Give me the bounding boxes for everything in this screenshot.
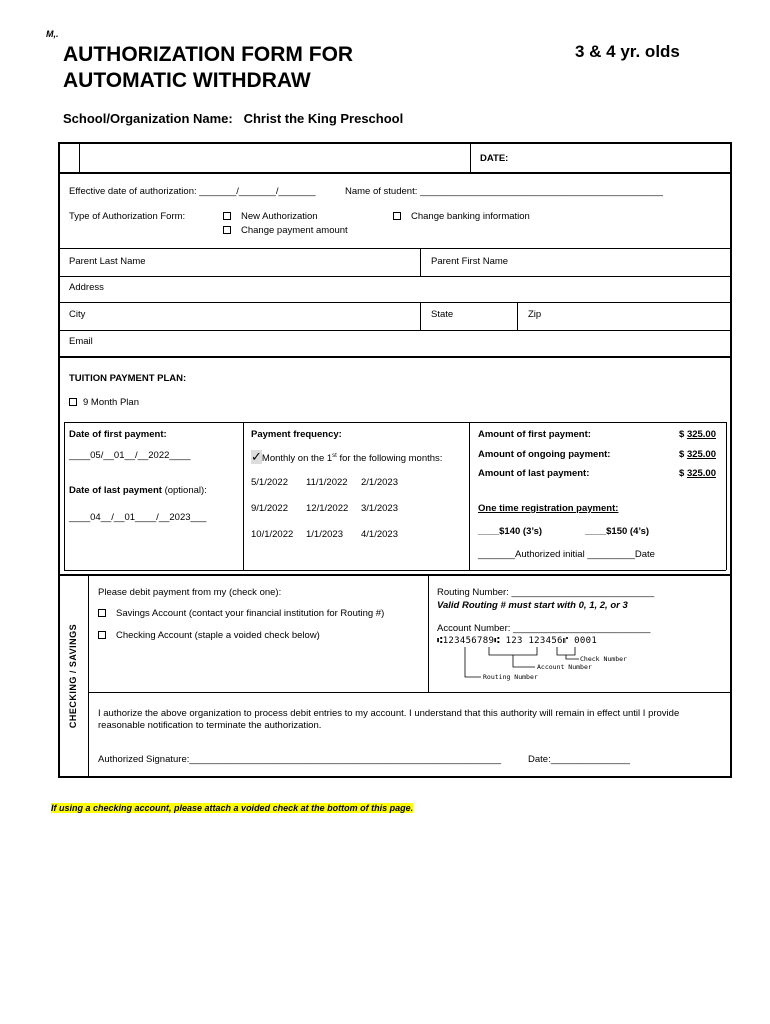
- checkmark-icon: ✓: [251, 449, 262, 464]
- debit-label: Please debit payment from my (check one):: [98, 587, 282, 598]
- routing-bracket: [465, 647, 481, 677]
- account-number-field[interactable]: Account Number: __________________________: [437, 623, 651, 634]
- checkbox-icon[interactable]: [223, 212, 231, 220]
- form-title: [63, 42, 353, 94]
- checkbox-icon[interactable]: [223, 226, 231, 234]
- signature-date-field[interactable]: Date:_______________: [528, 754, 630, 765]
- micr-line: ⑆123456789⑆ 123 123456⑈ 0001: [437, 636, 598, 646]
- option-change-payment[interactable]: Change payment amount: [223, 225, 348, 236]
- parent-last-name-field[interactable]: Parent Last Name: [69, 256, 146, 267]
- tuition-title: TUITION PAYMENT PLAN:: [69, 373, 187, 384]
- school-name: Christ the King Preschool: [243, 111, 404, 126]
- amount-ongoing-label: Amount of ongoing payment:: [478, 449, 611, 460]
- registration-label: One time registration payment:: [478, 503, 619, 514]
- zip-field[interactable]: Zip: [528, 309, 542, 320]
- form-title-line1: AUTHORIZATION FORM FOR: [63, 43, 354, 66]
- check-connector: [566, 655, 579, 659]
- form-title-line2: AUTOMATIC WITHDRAW: [63, 69, 311, 92]
- email-field[interactable]: Email: [69, 336, 93, 347]
- registration-3s[interactable]: ____$140 (3’s): [478, 526, 543, 537]
- city-field[interactable]: City: [69, 309, 86, 320]
- option-9-month-plan[interactable]: 9 Month Plan: [69, 397, 139, 408]
- signature-field[interactable]: Authorized Signature:___________________________________________________________: [98, 754, 502, 765]
- corner-mark: M,.: [46, 29, 59, 39]
- date-label: DATE:: [480, 153, 509, 164]
- amount-last-label: Amount of last payment:: [478, 468, 590, 479]
- micr-account-label: Account Number: [537, 663, 592, 671]
- last-payment-label: Date of last payment (optional):: [69, 485, 207, 496]
- school-line: [63, 111, 403, 126]
- amount-first-value: $ 325.00: [679, 429, 716, 440]
- footer-note: If using a checking account, please attach a voided check at the bottom of this page.: [51, 803, 414, 813]
- check-bracket: [557, 647, 575, 655]
- routing-note: Valid Routing # must start with 0, 1, 2, or 3: [437, 600, 628, 611]
- effective-date-field[interactable]: Effective date of authorization: _______/_______/_______: [69, 186, 316, 197]
- months-row-1: 5/1/2022 11/1/2022 2/1/2023: [251, 477, 398, 488]
- first-payment-date[interactable]: ____05/__01__/__2022____: [69, 450, 191, 461]
- state-field[interactable]: State: [431, 309, 454, 320]
- age-label: 3 & 4 yr. olds: [575, 42, 680, 61]
- routing-number-field[interactable]: Routing Number: ___________________________: [437, 587, 655, 598]
- checkbox-icon[interactable]: [98, 631, 106, 639]
- frequency-option[interactable]: ✓Monthly on the 1st for the following months:: [251, 449, 443, 464]
- type-label: Type of Authorization Form:: [69, 211, 186, 222]
- option-change-banking[interactable]: Change banking information: [393, 211, 530, 222]
- months-row-2: 9/1/2022 12/1/2022 3/1/2023: [251, 503, 398, 514]
- parent-first-name-field[interactable]: Parent First Name: [431, 256, 509, 267]
- first-payment-label: Date of first payment:: [69, 429, 167, 440]
- student-name-field[interactable]: Name of student: ______________________________________________: [345, 186, 664, 197]
- micr-check-label: Check Number: [580, 655, 627, 663]
- option-savings-account[interactable]: Savings Account (contact your financial institution for Routing #): [98, 608, 384, 619]
- authorized-initial-line[interactable]: _______Authorized initial _________Date: [478, 549, 655, 560]
- option-checking-account[interactable]: Checking Account (staple a voided check below): [98, 630, 320, 641]
- checkbox-icon[interactable]: [393, 212, 401, 220]
- months-row-3: 10/1/2022 1/1/2023 4/1/2023: [251, 529, 398, 540]
- frequency-label: Payment frequency:: [251, 429, 342, 440]
- account-connector: [513, 655, 535, 667]
- amount-ongoing-value: $ 325.00: [679, 449, 716, 460]
- micr-routing-label: Routing Number: [483, 673, 538, 681]
- amount-first-label: Amount of first payment:: [478, 429, 591, 440]
- last-payment-date[interactable]: ____04__/__01____/__2023___: [69, 512, 207, 523]
- account-bracket: [489, 647, 537, 655]
- address-field[interactable]: Address: [69, 282, 104, 293]
- registration-4s[interactable]: ____$150 (4’s): [585, 526, 650, 537]
- checking-savings-side-label: CHECKING / SAVINGS: [68, 623, 78, 729]
- school-label: School/Organization Name:: [63, 111, 233, 126]
- option-new-authorization[interactable]: New Authorization: [223, 211, 318, 222]
- checkbox-icon[interactable]: [98, 609, 106, 617]
- checkbox-icon[interactable]: [69, 398, 77, 406]
- amount-last-value: $ 325.00: [679, 468, 716, 479]
- authorize-text: I authorize the above organization to process debit entries to my account. I understand that this authority will remain in effect until I provide reasonable notification to terminate the authorization.: [98, 708, 680, 731]
